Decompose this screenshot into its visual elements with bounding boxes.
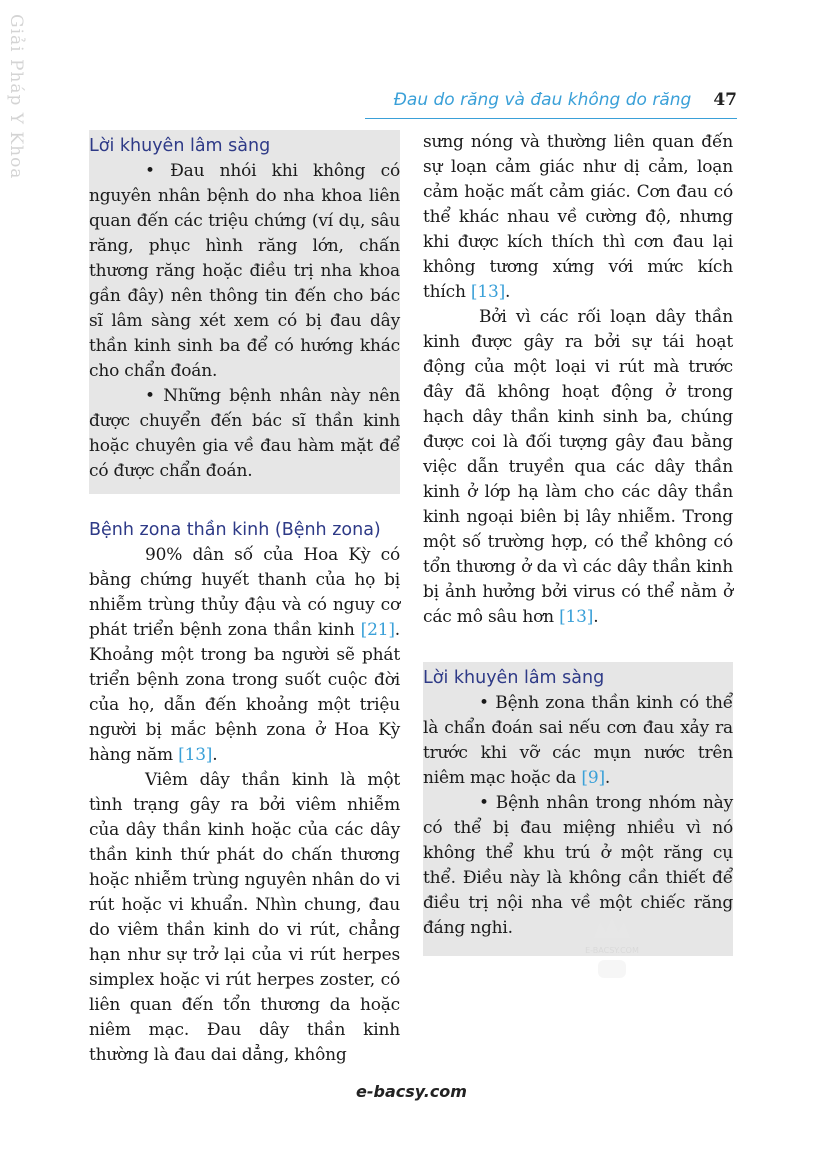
paragraph-text: 90% dân số của Hoa Kỳ có bằng chứng huyết thanh của họ bị nhiễm trùng thủy đậu và có nguy cơ phát triển bệnh zona thần kinh <box>89 545 400 640</box>
footer-site: e-bacsy.com <box>356 1082 467 1101</box>
citation-link[interactable]: [13] <box>178 745 213 765</box>
paragraph-text: . Khoảng một trong ba người sẽ phát triển bệnh zona trong suốt cuộc đời của họ, dẫn đến khoảng một triệu người bị mắc bệnh zona ở Hoa Kỳ hàng năm <box>89 620 400 765</box>
watermark-logo <box>572 912 652 984</box>
body-paragraph: Viêm dây thần kinh là một tình trạng gây ra bởi viêm nhiễm của dây thần kinh hoặc của các dây thần kinh thứ phát do chấn thương hoặc nhiễm trùng nguyên nhân do vi rút hoặc vi khuẩn. Nhìn chung, đau do viêm thần kinh do vi rút, chẳng hạn như sự trở lại của vi rút herpes simplex hoặc vi rút herpes zoster, có liên quan đến tổn thương da hoặc niêm mạc. Đau dây thần kinh thường là đau dai dẳng, không <box>89 770 400 1065</box>
side-book-title: Giải Pháp Y Khoa <box>6 14 26 180</box>
citation-link[interactable]: [13] <box>470 282 506 302</box>
clinical-tip-bullet: • Bệnh nhân trong nhóm này có thể bị đau miệng nhiều vì nó không thể khu trú ở một răng cụ thể. Điều này là không cần thiết để điều trị nội nha về một chiếc răng đáng nghi. <box>423 793 733 938</box>
watermark-text: E-BACSY.COM <box>585 946 639 955</box>
paragraph-text: sưng nóng và thường liên quan đến sự loạn cảm giác như dị cảm, loạn cảm hoặc mất cảm giác. Cơn đau có thể khác nhau về cường độ, nhưng khi được kích thích thì cơn đau lại không tương xứng với mức kích thích <box>423 132 733 302</box>
paragraph-text: Bởi vì các rối loạn dây thần kinh được gây ra bởi sự tái hoạt động của một loại vi rút mà trước đây đã không hoạt động ở trong hạch dây thần kinh sinh ba, chúng được coi là đối tượng gây đau bằng việc dẫn truyền qua các dây thần kinh ở lớp hạ làm cho các dây thần kinh ngoại biên bị lây nhiễm. Trong một số trường hợp, có thể không có tổn thương ở da vì các dây thần kinh bị ảnh hưởng bởi virus có thể nằm ở các mô sâu hơn <box>423 307 733 627</box>
right-column <box>423 130 733 956</box>
clinical-tip-bullet: • Những bệnh nhân này nên được chuyển đến bác sĩ thần kinh hoặc chuyên gia về đau hàm mặt để có được chẩn đoán. <box>89 386 400 481</box>
paragraph-text: • Bệnh zona thần kinh có thể là chẩn đoán sai nếu cơn đau xảy ra trước khi vỡ các mụn nước trên niêm mạc hoặc da <box>423 693 733 788</box>
section-heading: Bệnh zona thần kinh (Bệnh zona) <box>89 520 381 540</box>
page-header <box>365 90 737 116</box>
paragraph-text: . <box>212 745 218 765</box>
clinical-tip-box <box>89 130 400 494</box>
left-column <box>89 130 400 1068</box>
body-paragraph <box>423 305 733 630</box>
citation-link[interactable]: [21] <box>360 620 395 640</box>
citation-link[interactable]: [13] <box>559 607 594 627</box>
paragraph-text: . <box>593 607 599 627</box>
header-rule <box>365 118 737 119</box>
paragraph-text: . <box>505 282 511 302</box>
paragraph-text: . <box>604 768 611 788</box>
clinical-tip-heading: Lời khuyên lâm sàng <box>89 136 271 156</box>
clinical-tip-bullet: • Đau nhói khi không có nguyên nhân bệnh do nha khoa liên quan đến các triệu chứng (ví dụ, sâu răng, phục hình răng lớn, chấn thương răng hoặc điều trị nha khoa gần đây) nên thông tin đến cho bác sĩ lâm sàng xét xem có bị đau dây thần kinh sinh ba để có hướng khác cho chẩn đoán. <box>89 161 400 381</box>
clinical-tip-heading: Lời khuyên lâm sàng <box>423 668 605 688</box>
running-title: Đau do răng và đau không do răng <box>393 90 692 110</box>
citation-link[interactable]: [9] <box>581 768 605 788</box>
clinical-tip-bullet <box>423 691 733 791</box>
body-paragraph <box>423 130 733 305</box>
body-paragraph <box>89 543 400 768</box>
page-number: 47 <box>713 90 737 110</box>
